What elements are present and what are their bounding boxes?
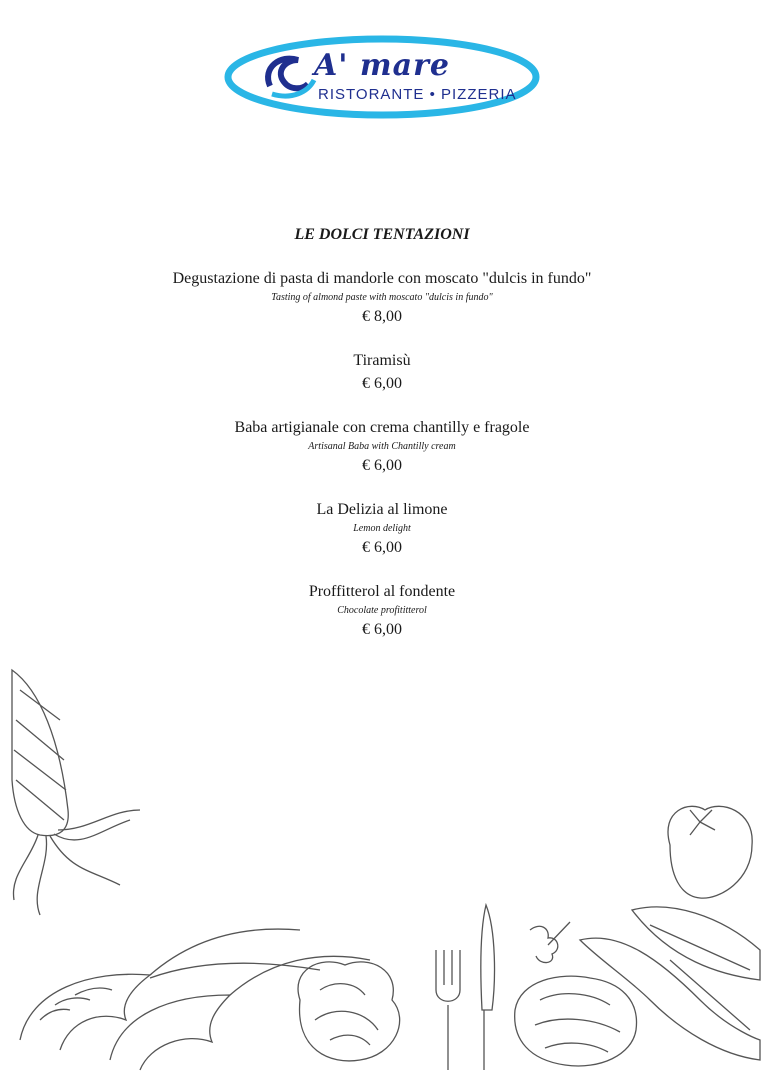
restaurant-logo — [222, 34, 542, 120]
menu-item — [0, 581, 764, 641]
item-name: Proffitterol al fondente — [308, 583, 456, 600]
item-price: € 8,00 — [362, 308, 402, 325]
lettuce-drawing — [298, 962, 400, 1061]
salmon-steak-drawing — [515, 976, 637, 1066]
item-name: La Delizia al limone — [316, 501, 448, 518]
dessert-menu — [0, 226, 764, 663]
menu-item — [0, 350, 764, 395]
menu-item — [0, 499, 764, 559]
item-translation: Chocolate profititterol — [337, 605, 427, 616]
item-translation: Tasting of almond paste with moscato "dulcis in fundo" — [271, 292, 493, 303]
item-price: € 6,00 — [362, 539, 402, 556]
item-translation: Artisanal Baba with Chantilly cream — [308, 441, 456, 452]
section-title: LE DOLCI TENTAZIONI — [294, 226, 470, 243]
item-price: € 6,00 — [362, 621, 402, 638]
seafood-illustration — [0, 660, 764, 1080]
item-price: € 6,00 — [362, 375, 402, 392]
parsley-drawing — [530, 922, 570, 963]
squid-drawing — [12, 670, 140, 915]
cutlery-drawing — [436, 905, 494, 1070]
item-name: Degustazione di pasta di mandorle con moscato "dulcis in fundo" — [172, 270, 592, 287]
item-price: € 6,00 — [362, 457, 402, 474]
item-name: Baba artigianale con crema chantilly e fragole — [234, 419, 530, 436]
item-translation: Lemon delight — [353, 523, 411, 534]
tomato-drawing — [668, 806, 752, 898]
menu-item — [0, 417, 764, 477]
fish-drawing — [580, 907, 760, 1060]
item-name: Tiramisù — [353, 352, 411, 369]
menu-item — [0, 268, 764, 328]
logo-subtitle: RISTORANTE • PIZZERIA — [318, 86, 517, 103]
logo-brand-name: A' mare — [314, 48, 450, 83]
shrimp-drawing — [20, 929, 370, 1070]
